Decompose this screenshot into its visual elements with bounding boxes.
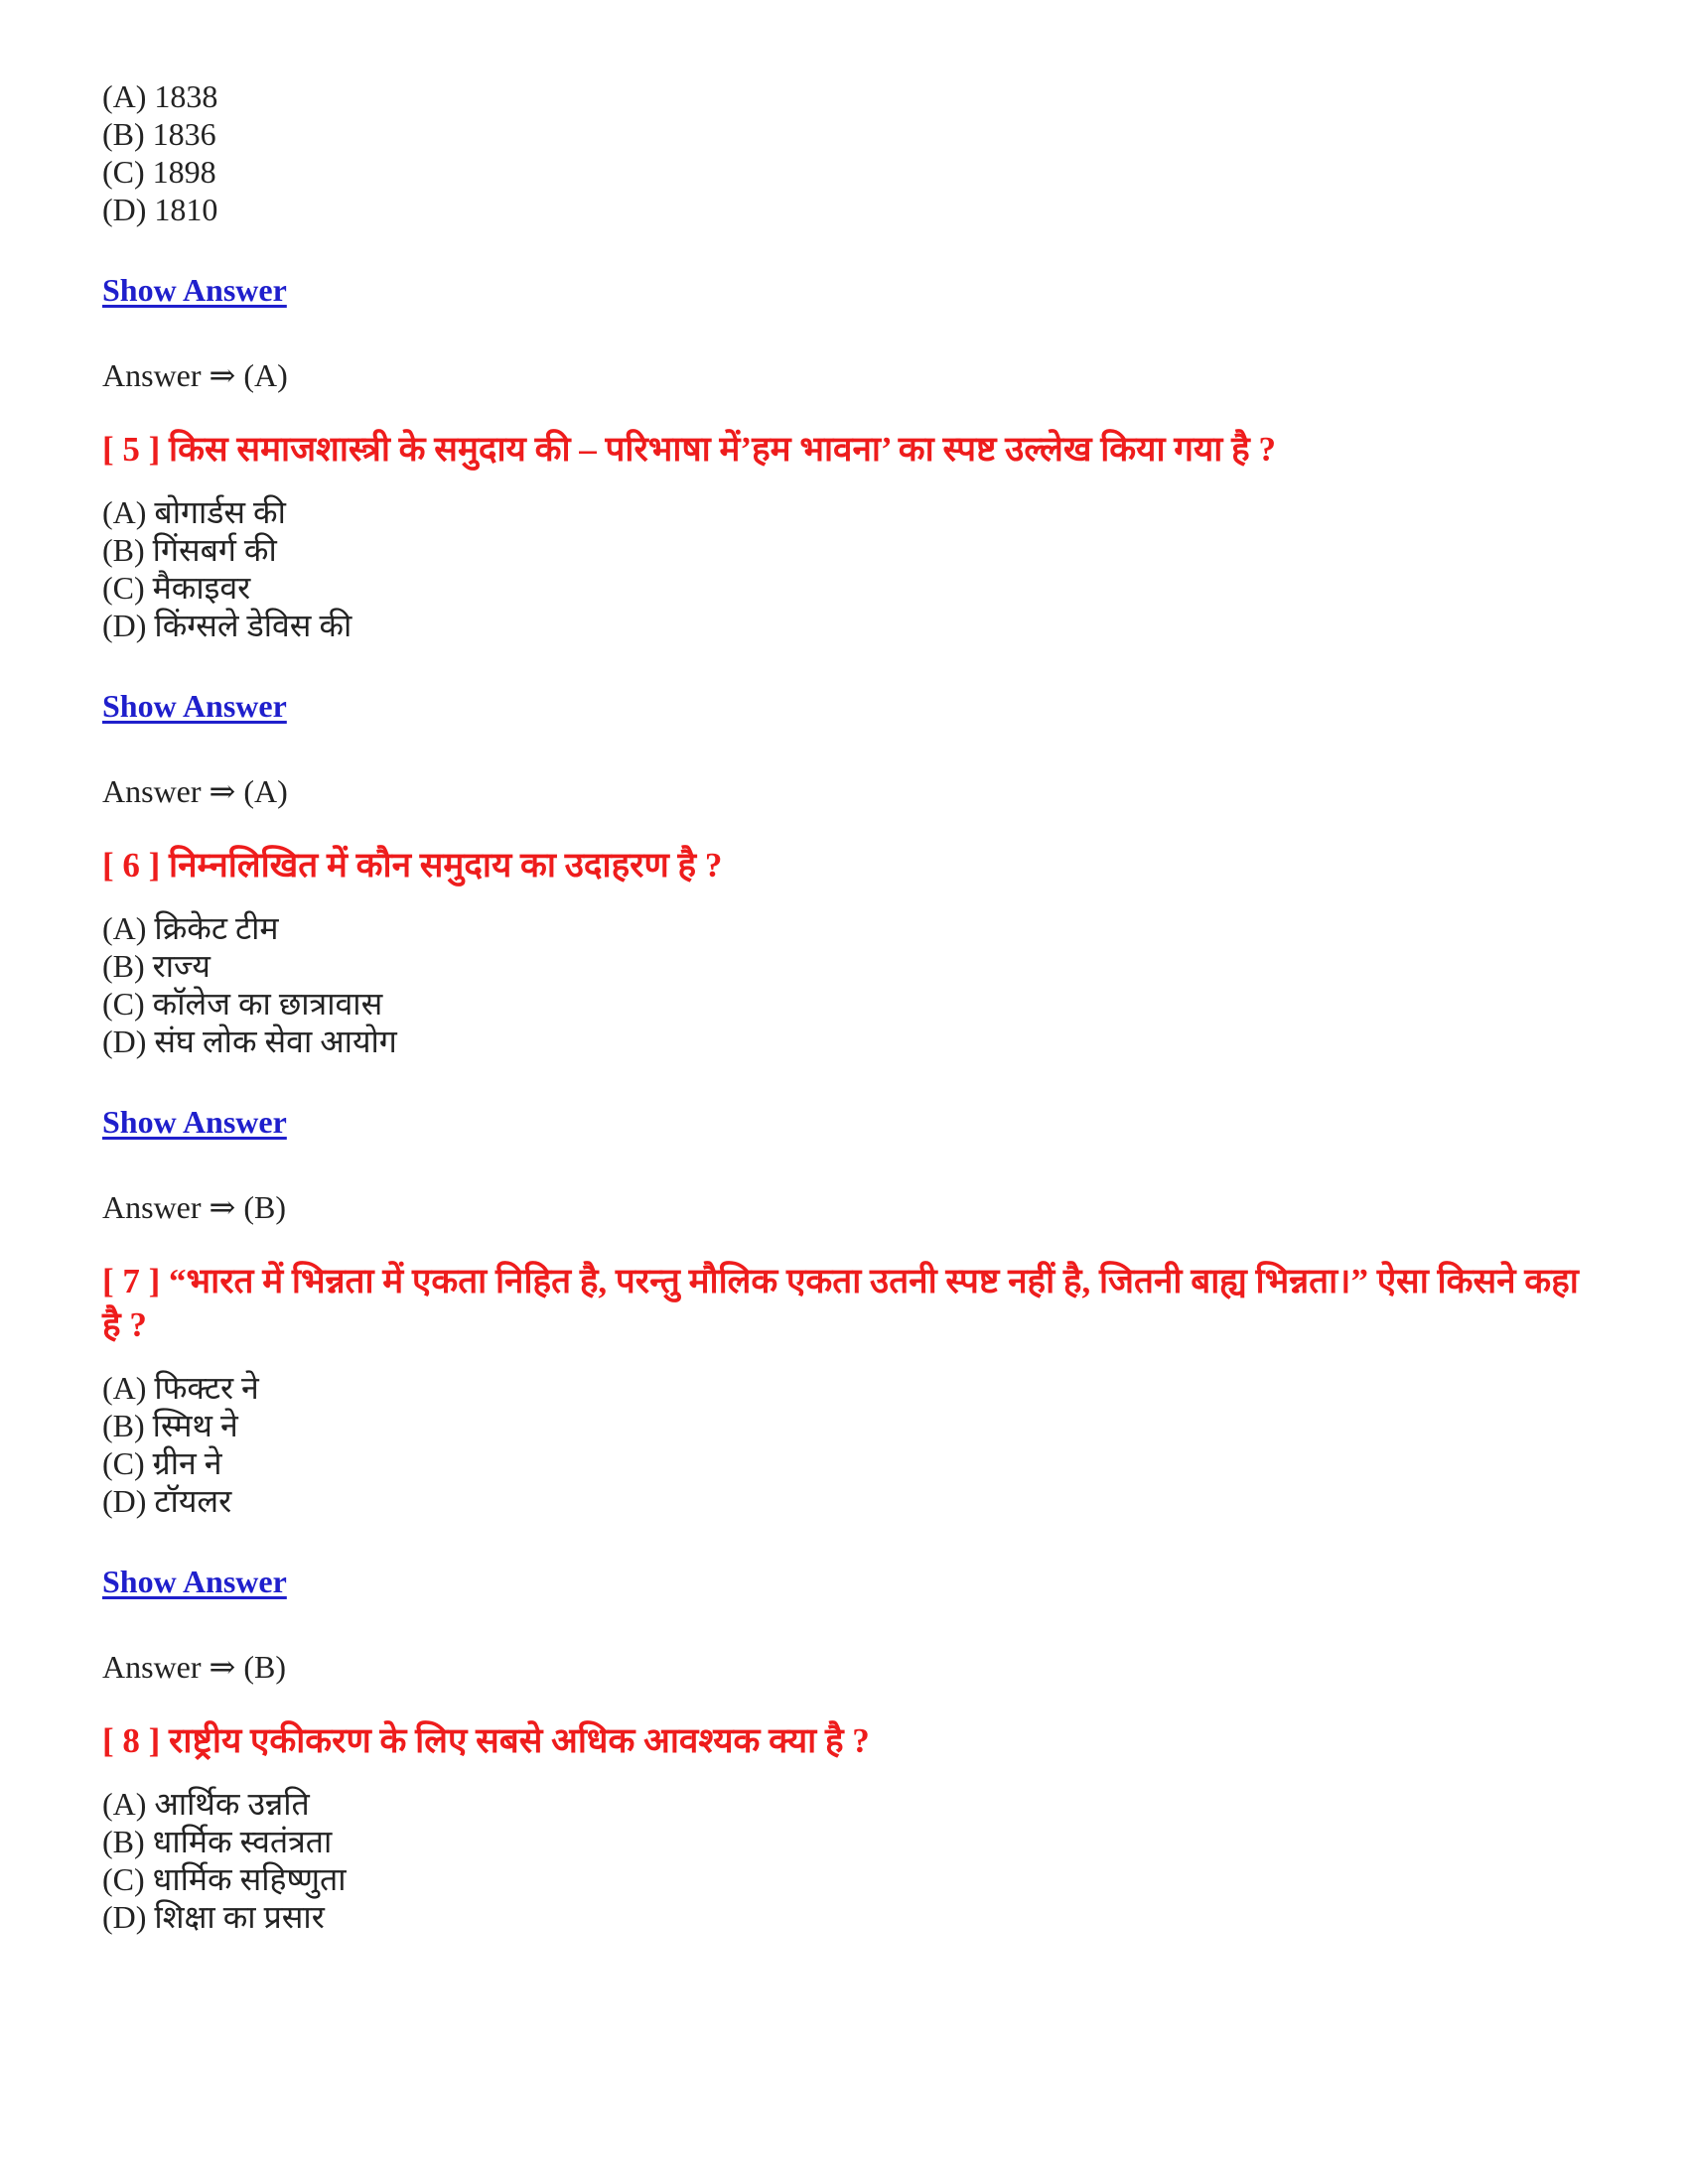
q7-option-b: (B) स्मिथ ने (102, 1408, 238, 1443)
q7-option-a: (A) फिक्टर ने (102, 1370, 259, 1406)
q6-answer: Answer ⇒ (B) (102, 1189, 286, 1225)
q7-option-c: (C) ग्रीन ने (102, 1445, 222, 1481)
q5-option-b: (B) गिंसबर्ग की (102, 532, 277, 568)
q6-option-a: (A) क्रिकेट टीम (102, 910, 279, 946)
q5-option-d: (D) किंग्सले डेविस की (102, 608, 352, 643)
q6-show-answer-link[interactable]: Show Answer (102, 1104, 287, 1140)
q8-option-b: (B) धार्मिक स्वतंत्रता (102, 1824, 333, 1859)
q8-option-c: (C) धार्मिक सहिष्णुता (102, 1861, 347, 1897)
q4-answer: Answer ⇒ (A) (102, 357, 288, 393)
q6-options (102, 909, 1592, 1060)
q8-option-d: (D) शिक्षा का प्रसार (102, 1899, 325, 1935)
q8-options (102, 1785, 1592, 1936)
q7-show-answer-link[interactable]: Show Answer (102, 1564, 287, 1599)
q4-option-a: (A) 1838 (102, 78, 218, 114)
q5-answer: Answer ⇒ (A) (102, 773, 288, 809)
q4-option-c: (C) 1898 (102, 154, 216, 190)
question-5-text: [ 5 ] किस समाजशास्त्री के समुदाय की – परिभाषा में’हम भावना’ का स्पष्ट उल्लेख किया गया है ? (102, 430, 1276, 469)
question-page (102, 77, 1592, 1936)
q7-options (102, 1369, 1592, 1520)
q5-option-a: (A) बोगार्डस की (102, 494, 286, 530)
question-6-text: [ 6 ] निम्नलिखित में कौन समुदाय का उदाहरण है ? (102, 846, 723, 885)
question-7-text: [ 7 ] “भारत में भिन्नता में एकता निहित है, परन्तु मौलिक एकता उतनी स्पष्ट नहीं है, जितनी बाह्य भिन्नता।” ऐसा किसने कहा है ? (102, 1262, 1579, 1344)
question-8-text: [ 8 ] राष्ट्रीय एकीकरण के लिए सबसे अधिक आवश्यक क्या है ? (102, 1721, 870, 1760)
q4-option-b: (B) 1836 (102, 116, 216, 152)
q6-option-b: (B) राज्य (102, 948, 211, 984)
q5-option-c: (C) मैकाइवर (102, 570, 251, 606)
q5-show-answer-link[interactable]: Show Answer (102, 688, 287, 724)
q7-option-d: (D) टॉयलर (102, 1483, 232, 1519)
q6-option-c: (C) कॉलेज का छात्रावास (102, 986, 383, 1022)
q7-answer: Answer ⇒ (B) (102, 1649, 286, 1685)
q5-options (102, 493, 1592, 644)
q8-option-a: (A) आर्थिक उन्नति (102, 1786, 310, 1822)
q6-option-d: (D) संघ लोक सेवा आयोग (102, 1024, 397, 1059)
q4-options (102, 77, 1592, 228)
q4-option-d: (D) 1810 (102, 192, 218, 227)
q4-show-answer-link[interactable]: Show Answer (102, 272, 287, 308)
